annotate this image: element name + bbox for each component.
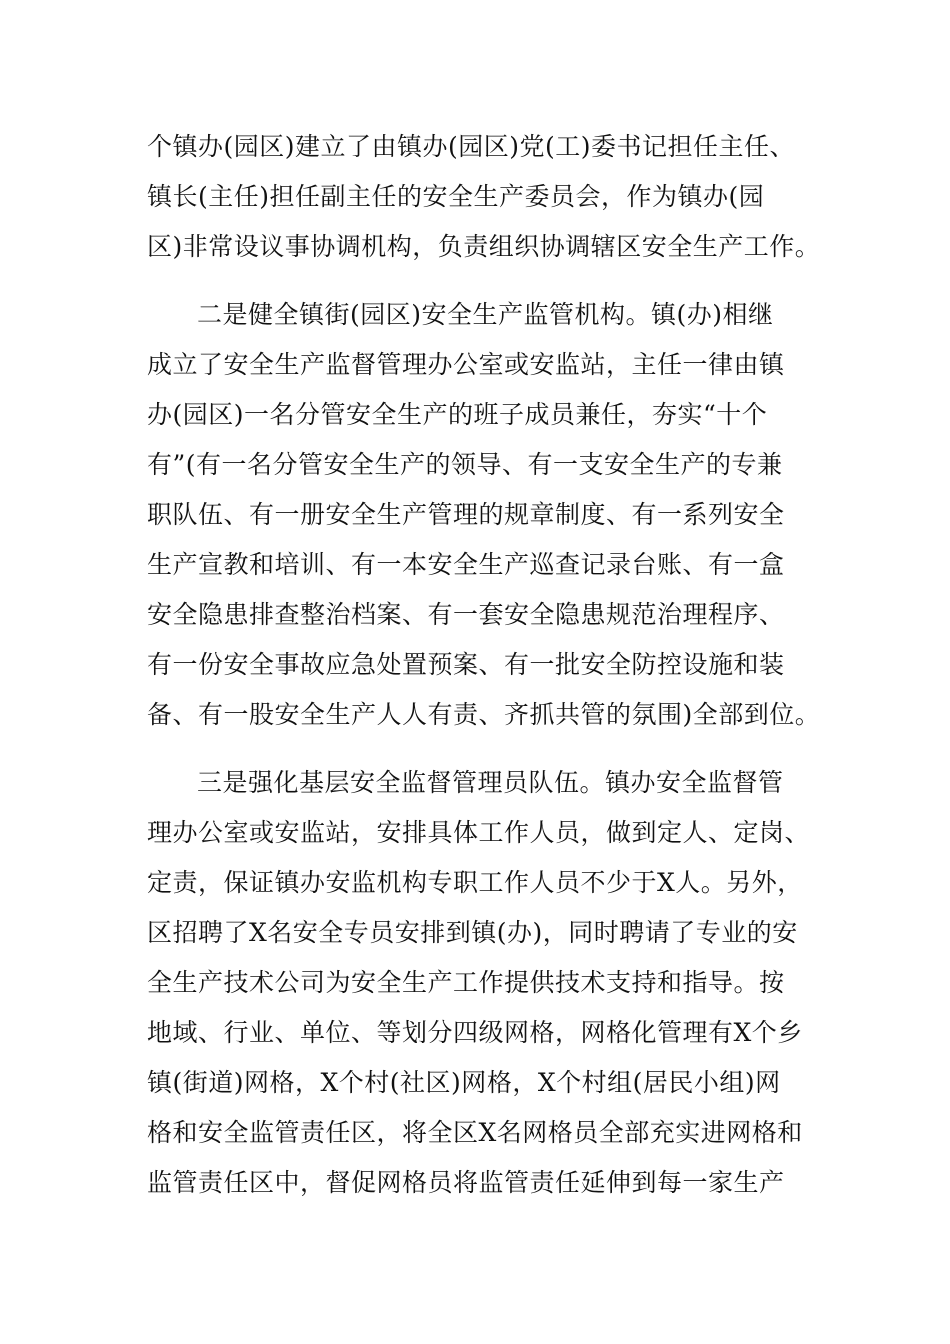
text-line: 职队伍、有一册安全生产管理的规章制度、有一系列安全 (147, 500, 785, 529)
text-line: 格和安全监管责任区，将全区X名网格员全部充实进网格和 (147, 1118, 803, 1147)
text-line: 安全隐患排查整治档案、有一套安全隐患规范治理程序、 (147, 600, 785, 629)
text-line: 生产宣教和培训、有一本安全生产巡查记录台账、有一盒 (147, 550, 785, 579)
text-line: 成立了安全生产监督管理办公室或安监站，主任一律由镇 (147, 350, 785, 379)
text-line: 有”(有一名分管安全生产的领导、有一支安全生产的专兼 (147, 450, 783, 479)
text-line: 监管责任区中，督促网格员将监管责任延伸到每一家生产 (147, 1168, 785, 1197)
document-body (147, 122, 821, 1208)
text-line: 办(园区)一名分管安全生产的班子成员兼任，夯实“十个 (147, 400, 768, 429)
text-line: 地域、行业、单位、等划分四级网格，网格化管理有X个乡 (147, 1018, 803, 1047)
text-line: 二是健全镇街(园区)安全生产监管机构。镇(办)相继 (197, 300, 774, 329)
text-line: 镇(街道)网格，X个村(社区)网格，X个村组(居民小组)网 (147, 1068, 781, 1097)
paragraph-gap (147, 740, 817, 758)
text-line: 定责，保证镇办安监机构专职工作人员不少于X人。另外， (147, 868, 803, 897)
text-line: 镇长(主任)担任副主任的安全生产委员会，作为镇办(园 (147, 182, 765, 211)
paragraph-gap (147, 272, 817, 290)
paragraph-2 (147, 290, 821, 740)
text-line: 个镇办(园区)建立了由镇办(园区)党(工)委书记担任主任、 (147, 132, 796, 161)
text-line: 区)非常设议事协调机构，负责组织协调辖区安全生产工作。 (147, 232, 821, 261)
paragraph-1 (147, 122, 821, 272)
text-line: 全生产技术公司为安全生产工作提供技术支持和指导。按 (147, 968, 785, 997)
text-line: 区招聘了X名安全专员安排到镇(办)，同时聘请了专业的安 (147, 918, 798, 947)
text-line: 理办公室或安监站，安排具体工作人员，做到定人、定岗、 (147, 818, 811, 847)
paragraph-3 (147, 758, 817, 1208)
text-line: 三是强化基层安全监督管理员队伍。镇办安全监督管 (197, 768, 784, 797)
text-line: 备、有一股安全生产人人有责、齐抓共管的氛围)全部到位。 (147, 700, 821, 729)
text-line: 有一份安全事故应急处置预案、有一批安全防控设施和装 (147, 650, 785, 679)
